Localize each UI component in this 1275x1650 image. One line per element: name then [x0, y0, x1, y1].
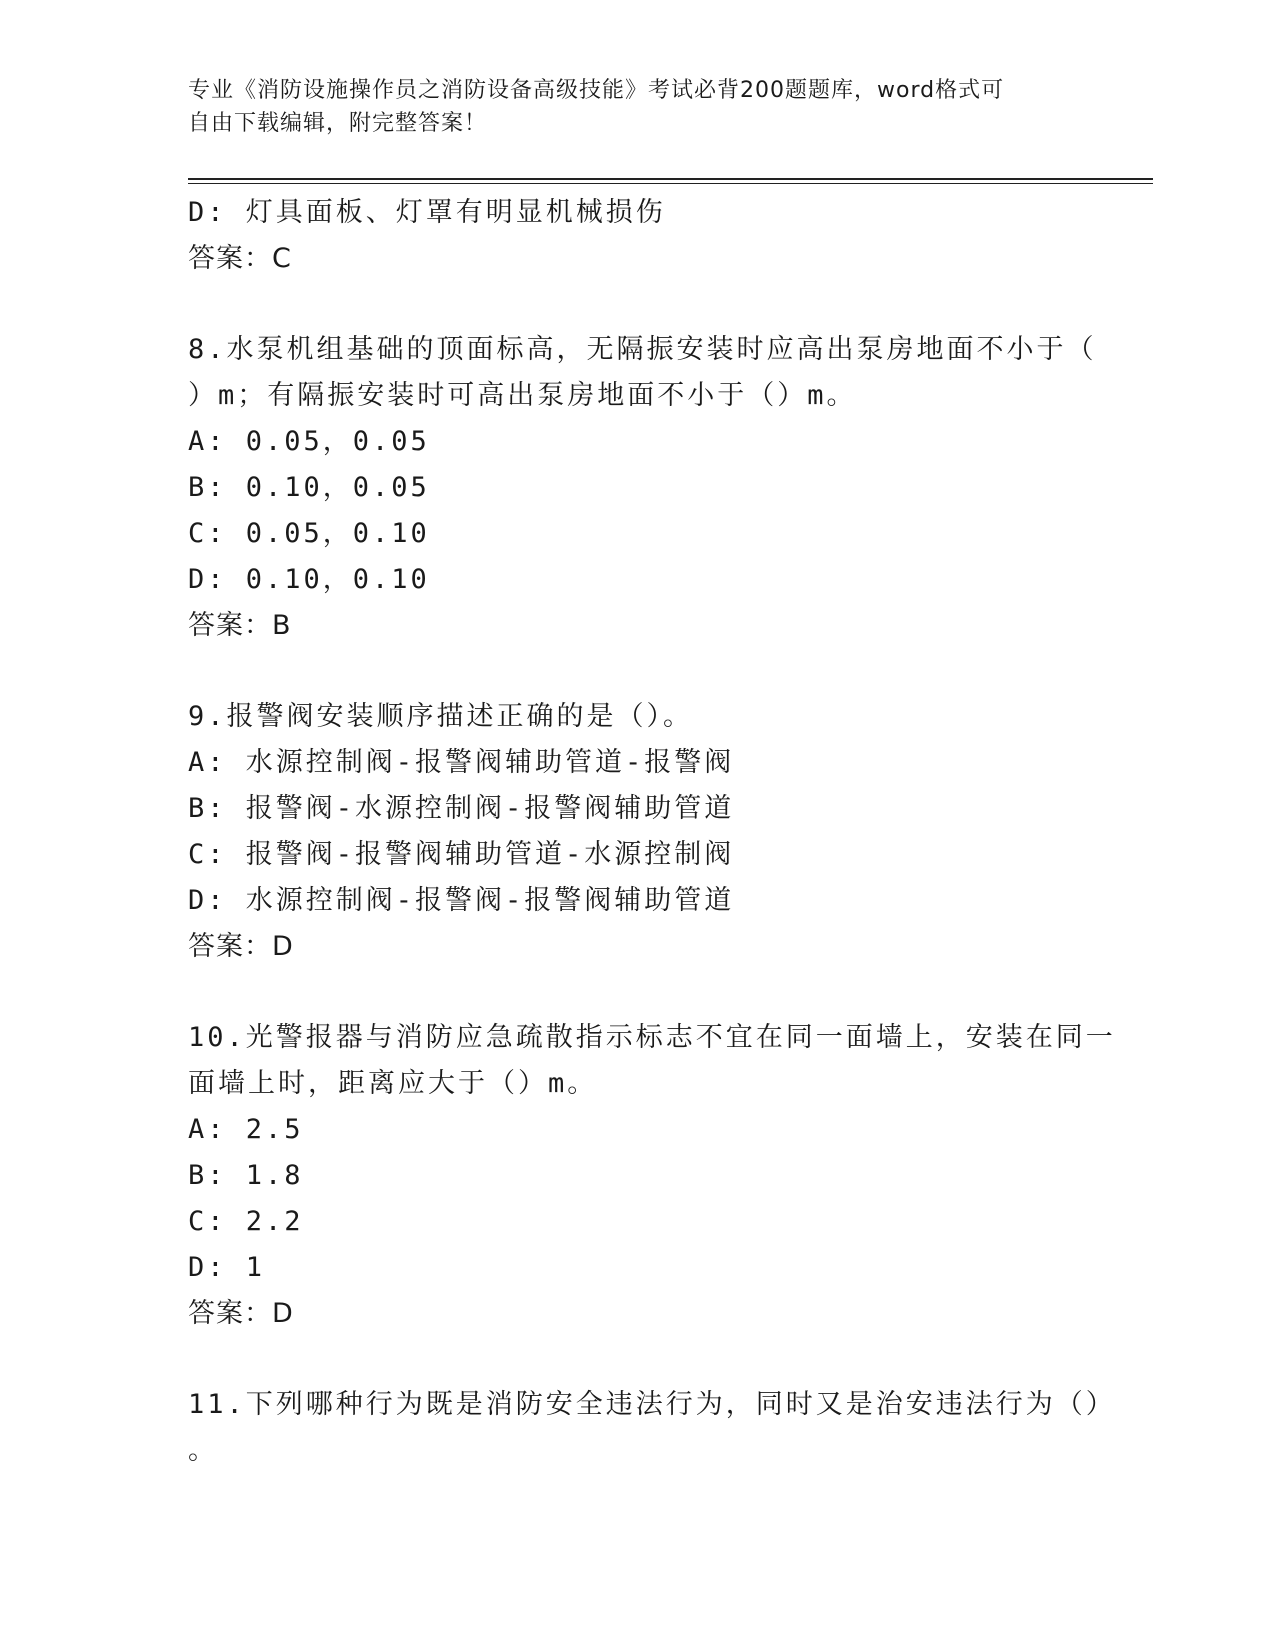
question-10-answer: 答案：D [188, 1298, 294, 1329]
header-rule-thick [188, 178, 1153, 180]
question-11 [188, 1382, 1116, 1474]
question-8-answer: 答案：B [188, 610, 292, 641]
question-10-option-a: A: 2.5 [188, 1114, 304, 1145]
question-8-option-d: D: 0.10，0.10 [188, 564, 430, 595]
question-10-stem-line-2: 面墙上时，距离应大于（）m。 [188, 1068, 598, 1099]
question-8-option-c: C: 0.05，0.10 [188, 518, 430, 549]
question-9-stem-line-1: 9.报警阀安装顺序描述正确的是（）。 [188, 701, 694, 732]
question-9-option-a: A: 水源控制阀-报警阀辅助管道-报警阀 [188, 747, 735, 778]
header-line-2: 自由下载编辑，附完整答案！ [188, 111, 488, 136]
question-10-stem-line-1: 10.光警报器与消防应急疏散指示标志不宜在同一面墙上，安装在同一 [188, 1022, 1116, 1053]
question-9-option-d: D: 水源控制阀-报警阀-报警阀辅助管道 [188, 885, 735, 916]
question-11-stem-line-2: 。 [188, 1435, 218, 1466]
question-10-option-d: D: 1 [188, 1252, 266, 1283]
question-8-option-a: A: 0.05，0.05 [188, 426, 430, 457]
question-8-option-b: B: 0.10，0.05 [188, 472, 430, 503]
question-content [188, 190, 1116, 1474]
question-7-option-d: D: 灯具面板、灯罩有明显机械损伤 [188, 197, 666, 228]
question-10-option-b: B: 1.8 [188, 1160, 304, 1191]
question-9-option-c: C: 报警阀-报警阀辅助管道-水源控制阀 [188, 839, 735, 870]
question-8 [188, 327, 1097, 649]
question-8-stem-line-2: ）m；有隔振安装时可高出泵房地面不小于（）m。 [188, 380, 857, 411]
question-10 [188, 1015, 1116, 1337]
header-line-1: 专业《消防设施操作员之消防设备高级技能》考试必背200题题库，word格式可 [188, 78, 1005, 103]
question-9-option-b: B: 报警阀-水源控制阀-报警阀辅助管道 [188, 793, 735, 824]
header-rule-thin [188, 183, 1153, 184]
question-7-answer: 答案：C [188, 243, 292, 274]
question-11-stem-line-1: 11.下列哪种行为既是消防安全违法行为，同时又是治安违法行为（） [188, 1389, 1116, 1420]
document-header [188, 74, 1068, 140]
question-10-option-c: C: 2.2 [188, 1206, 304, 1237]
question-8-stem-line-1: 8.水泵机组基础的顶面标高，无隔振安装时应高出泵房地面不小于（ [188, 334, 1097, 365]
question-9 [188, 694, 1088, 970]
question-9-answer: 答案：D [188, 931, 294, 962]
